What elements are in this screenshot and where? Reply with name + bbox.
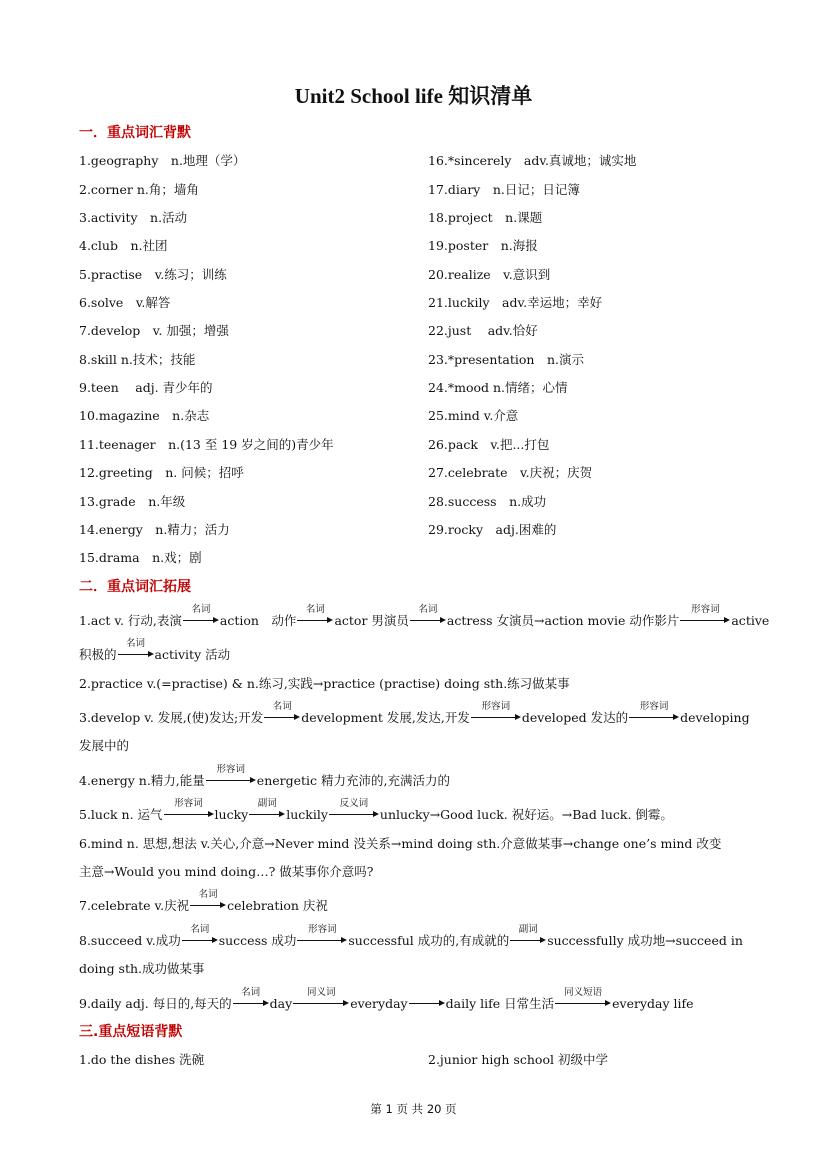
arrow-icon xyxy=(680,604,730,625)
extension-line-5 xyxy=(79,798,673,823)
arrow-label: 同义词 xyxy=(306,987,336,998)
arrow-label: 形容词 xyxy=(308,924,337,935)
vocab-item: 8.skill n.技术；技能 xyxy=(79,352,196,367)
text: 9.daily adj. 每日的,每天的 xyxy=(79,996,232,1011)
text: lucky xyxy=(214,807,249,822)
text: active xyxy=(731,613,770,628)
vocab-item: 2.corner n.角；墙角 xyxy=(79,182,199,197)
text: energetic 精力充沛的,充满活力的 xyxy=(256,773,450,788)
arrow-icon xyxy=(164,798,214,819)
arrow-icon xyxy=(190,889,226,910)
text: actress 女演员→action movie 动作影片 xyxy=(446,613,680,628)
arrow-label: 形容词 xyxy=(216,764,246,775)
text: 8.succeed v.成功 xyxy=(79,933,181,948)
vocab-item: 11.teenager n.(13 至 19 岁之间的)青少年 xyxy=(79,437,334,452)
vocab-item: 19.poster n.海报 xyxy=(428,238,538,253)
vocab-item: 9.teen adj. 青少年的 xyxy=(79,380,213,395)
page-footer: 第 1 页 共 20 页 xyxy=(370,1102,457,1116)
arrow-icon xyxy=(293,987,349,1008)
arrow-icon xyxy=(410,604,446,625)
extension-line-2: 2.practice v.(=practise) & n.练习,实践→practice (practise) doing sth.练习做某事 xyxy=(79,676,570,691)
arrow-icon xyxy=(183,604,219,625)
text: success 成功 xyxy=(218,933,297,948)
arrow-icon xyxy=(555,987,611,1008)
vocab-item: 4.club n.社团 xyxy=(79,238,168,253)
arrow-icon xyxy=(629,701,679,722)
extension-line-6b: 主意→Would you mind doing…? 做某事你介意吗? xyxy=(79,864,374,879)
vocab-item: 17.diary n.日记；日记簿 xyxy=(428,182,580,197)
text: celebration 庆祝 xyxy=(227,898,328,913)
arrow-label: 形容词 xyxy=(481,701,511,712)
arrow-icon xyxy=(510,924,546,945)
text: activity 活动 xyxy=(154,647,231,662)
text: 5.luck n. 运气 xyxy=(79,807,163,822)
arrow-icon xyxy=(249,798,285,819)
text: successful 成功的,有成就的 xyxy=(348,933,510,948)
text: everyday life xyxy=(612,996,694,1011)
section-heading-extension: 二．重点词汇拓展 xyxy=(79,579,191,595)
arrow-icon xyxy=(182,924,218,945)
arrow-label: 副词 xyxy=(518,924,538,935)
vocab-item: 3.activity n.活动 xyxy=(79,210,188,225)
text: daily life 日常生活 xyxy=(445,996,555,1011)
arrow-label: 名词 xyxy=(241,987,261,998)
arrow-icon xyxy=(233,987,269,1008)
vocab-item: 27.celebrate v.庆祝；庆贺 xyxy=(428,465,593,480)
phrase-item: 1.do the dishes 洗碗 xyxy=(79,1052,205,1067)
extension-line-1b xyxy=(79,638,231,663)
vocab-item: 1.geography n.地理（学） xyxy=(79,153,246,168)
text: 7.celebrate v.庆祝 xyxy=(79,898,190,913)
section-heading-vocab: 一．重点词汇背默 xyxy=(79,125,191,141)
extension-line-1 xyxy=(79,604,770,629)
arrow-icon xyxy=(471,701,521,722)
extension-line-6: 6.mind n. 思想,想法 v.关心,介意→Never mind 没关系→mind doing sth.介意做某事→change one’s mind 改变 xyxy=(79,836,722,851)
phrase-item: 2.junior high school 初级中学 xyxy=(428,1052,608,1067)
vocab-item: 14.energy n.精力；活力 xyxy=(79,522,230,537)
arrow-icon xyxy=(118,638,154,659)
vocab-item: 29.rocky adj.困难的 xyxy=(428,522,557,537)
vocab-item: 28.success n.成功 xyxy=(428,494,547,509)
vocab-item: 20.realize v.意识到 xyxy=(428,267,551,282)
text: 积极的 xyxy=(79,647,117,662)
vocab-item: 6.solve v.解答 xyxy=(79,295,171,310)
text: 4.energy n.精力,能量 xyxy=(79,773,205,788)
text: 1.act v. 行动,表演 xyxy=(79,613,182,628)
section-heading-phrases: 三.重点短语背默 xyxy=(79,1024,183,1040)
arrow-label: 形容词 xyxy=(639,701,669,712)
extension-line-4 xyxy=(79,764,450,789)
arrow-icon xyxy=(297,604,333,625)
arrow-label: 名词 xyxy=(190,924,210,935)
arrow-label: 名词 xyxy=(305,604,325,615)
arrow-icon xyxy=(409,998,445,1008)
text: developed 发达的 xyxy=(521,710,629,725)
extension-line-8b: doing sth.成功做某事 xyxy=(79,961,205,976)
arrow-label: 同义短语 xyxy=(564,987,603,998)
arrow-icon xyxy=(264,701,300,722)
vocab-item: 21.luckily adv.幸运地；幸好 xyxy=(428,295,603,310)
arrow-label: 名词 xyxy=(126,638,146,649)
text: unlucky→Good luck. 祝好运。→Bad luck. 倒霉。 xyxy=(379,807,673,822)
text: developing xyxy=(680,710,750,725)
vocab-item: 18.project n.课题 xyxy=(428,210,543,225)
arrow-label: 名词 xyxy=(191,604,211,615)
text: action 动作 xyxy=(219,613,297,628)
text: day xyxy=(269,996,293,1011)
arrow-label: 形容词 xyxy=(174,798,203,809)
arrow-icon xyxy=(206,764,256,785)
vocab-item: 16.*sincerely adv.真诚地；诚实地 xyxy=(428,153,637,168)
text: successfully 成功地→succeed in xyxy=(547,933,743,948)
arrow-label: 名词 xyxy=(418,604,438,615)
vocab-item: 22.just adv.恰好 xyxy=(428,323,538,338)
vocab-item: 26.pack v.把...打包 xyxy=(428,437,550,452)
vocab-item: 10.magazine n.杂志 xyxy=(79,408,210,423)
arrow-icon xyxy=(329,798,379,819)
extension-line-8 xyxy=(79,924,743,949)
vocab-item: 5.practise v.练习；训练 xyxy=(79,267,227,282)
vocab-item: 13.grade n.年级 xyxy=(79,494,186,509)
vocab-item: 15.drama n.戏；剧 xyxy=(79,550,202,565)
vocab-item: 12.greeting n. 问候；招呼 xyxy=(79,465,244,480)
text: everyday xyxy=(350,996,408,1011)
arrow-label: 名词 xyxy=(272,701,292,712)
text: development 发展,发达,开发 xyxy=(301,710,470,725)
arrow-label: 副词 xyxy=(257,798,277,809)
extension-line-3 xyxy=(79,701,750,726)
text: 3.develop v. 发展,(使)发达;开发 xyxy=(79,710,264,725)
extension-line-9 xyxy=(79,987,694,1012)
vocab-item: 25.mind v.介意 xyxy=(428,408,519,423)
arrow-label: 形容词 xyxy=(691,604,720,615)
arrow-label: 反义词 xyxy=(339,798,369,809)
extension-line-7 xyxy=(79,889,328,914)
text: actor 男演员 xyxy=(334,613,409,628)
vocab-item: 23.*presentation n.演示 xyxy=(428,352,584,367)
page-title: Unit2 School life 知识清单 xyxy=(294,84,533,108)
text: luckily xyxy=(286,807,328,822)
arrow-icon xyxy=(297,924,347,945)
vocab-item: 24.*mood n.情绪；心情 xyxy=(428,380,568,395)
vocab-item: 7.develop v. 加强；增强 xyxy=(79,323,229,338)
arrow-label: 名词 xyxy=(198,889,218,900)
extension-line-3b: 发展中的 xyxy=(79,738,130,753)
